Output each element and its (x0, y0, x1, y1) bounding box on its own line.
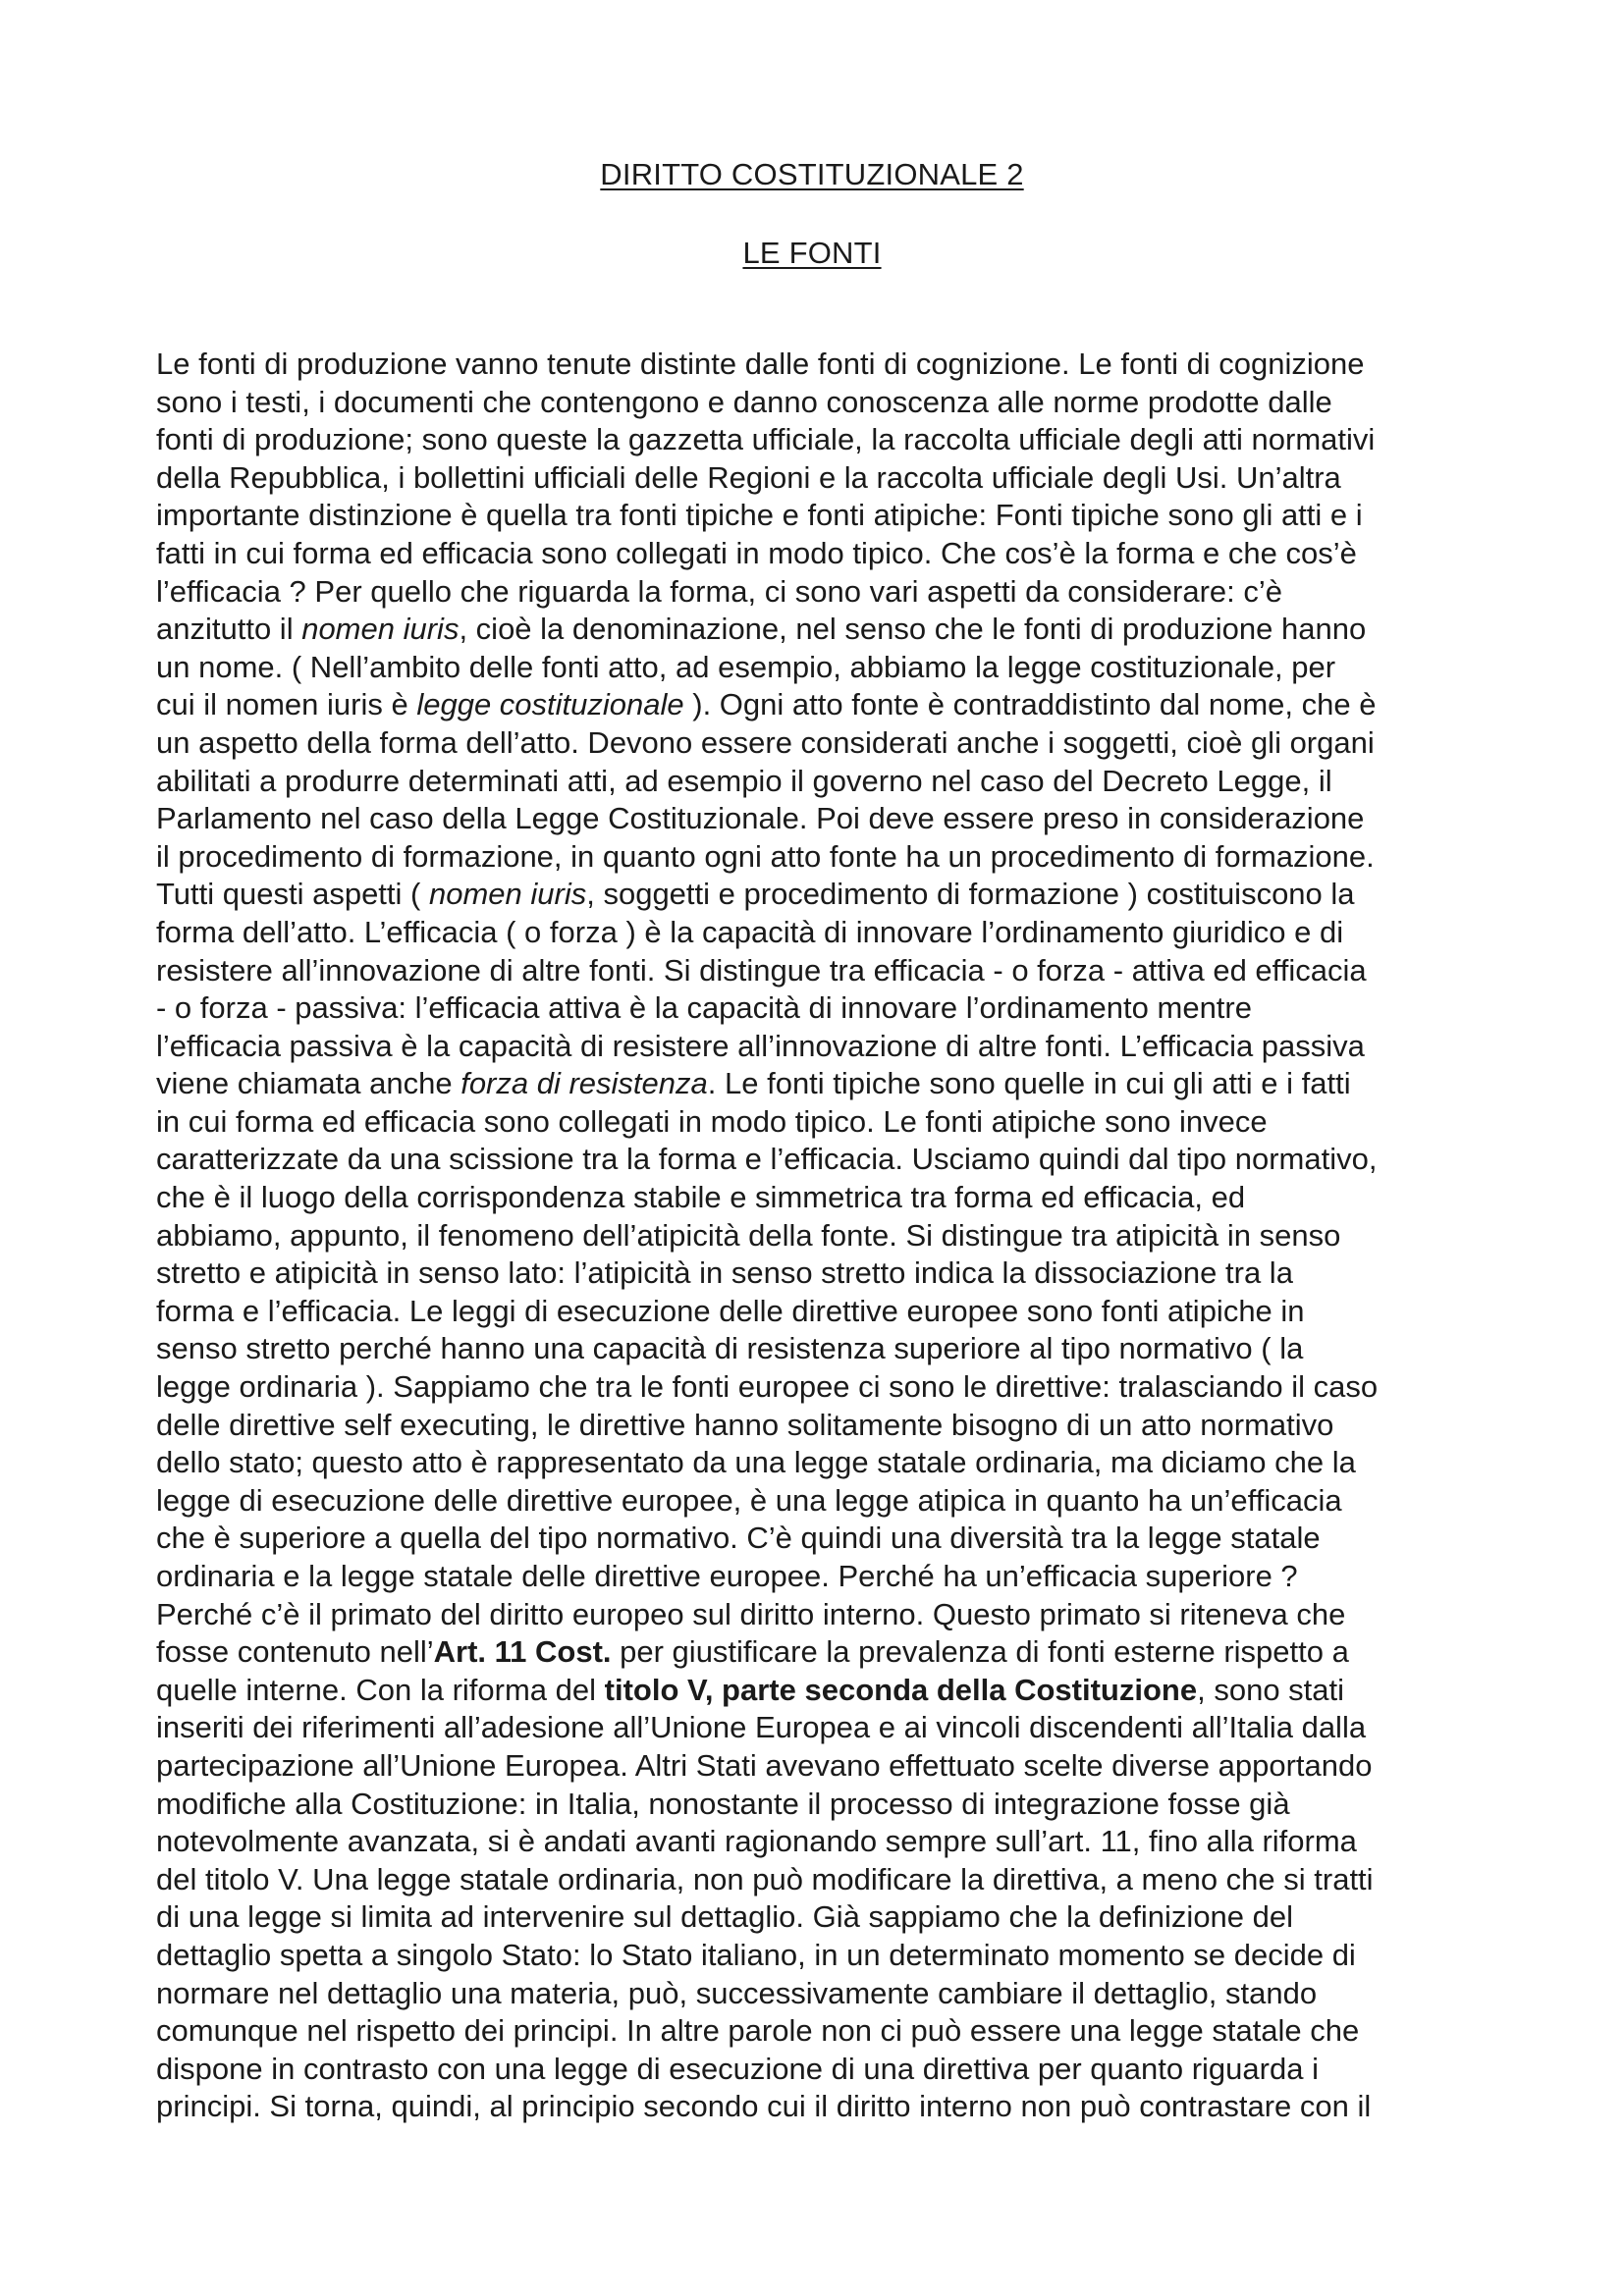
text-segment: forma e l’efficacia. Le leggi di esecuzione delle direttive europee sono fonti atipiche in (156, 1293, 1305, 1328)
text-segment: , cioè la denominazione, nel senso che le fonti di produzione hanno (459, 612, 1367, 647)
text-line (156, 1293, 1472, 1331)
italic-text: nomen iuris (428, 877, 587, 912)
body-paragraph (156, 346, 1472, 2126)
text-segment: viene chiamata anche (156, 1066, 461, 1101)
text-segment: dettaglio spetta a singolo Stato: lo Stato italiano, in un determinato momento se decide di (156, 1937, 1356, 1972)
text-segment: - o forza - passiva: l’efficacia attiva è la capacità di innovare l’ordinamento mentre (156, 990, 1252, 1026)
text-segment: caratterizzate da una scissione tra la forma e l’efficacia. Usciamo quindi dal tipo normativo, (156, 1142, 1378, 1177)
text-segment: per giustificare la prevalenza di fonti esterne rispetto a (611, 1634, 1349, 1670)
text-segment: , sono stati (1197, 1672, 1345, 1707)
text-line (156, 421, 1472, 459)
text-line (156, 1255, 1472, 1293)
text-line (156, 1028, 1472, 1066)
text-line (156, 1937, 1472, 1975)
text-segment: Perché c’è il primato del diritto europeo sul diritto interno. Questo primato si riteneva che (156, 1596, 1346, 1631)
text-line (156, 800, 1472, 838)
text-line (156, 611, 1472, 649)
italic-text: legge costituzionale (416, 687, 684, 722)
text-line (156, 1103, 1472, 1142)
text-line (156, 1330, 1472, 1368)
text-line (156, 2088, 1472, 2126)
text-segment: in cui forma ed efficacia sono collegati in modo tipico. Le fonti atipiche sono invece (156, 1103, 1268, 1139)
text-segment: forma dell’atto. L’efficacia ( o forza ) è la capacità di innovare l’ordinamento giuridico e di (156, 914, 1344, 949)
bold-text: Art. 11 Cost. (433, 1634, 612, 1670)
text-line (156, 1672, 1472, 1710)
text-segment: un nome. ( Nell’ambito delle fonti atto, ad esempio, abbiamo la legge costituzionale, per (156, 649, 1336, 684)
text-line (156, 535, 1472, 573)
text-line (156, 1747, 1472, 1786)
text-segment: normare nel dettaglio una materia, può, successivamente cambiare il dettaglio, stando (156, 1975, 1318, 2010)
text-line (156, 1217, 1472, 1255)
text-line (156, 1823, 1472, 1861)
text-segment: Le fonti di produzione vanno tenute distinte dalle fonti di cognizione. Le fonti di cognizione (156, 347, 1365, 381)
text-segment: abbiamo, appunto, il fenomeno dell’atipicità della fonte. Si distingue tra atipicità in senso (156, 1217, 1341, 1253)
text-segment: fatti in cui forma ed efficacia sono collegati in modo tipico. Che cos’è la forma e che cos’è (156, 535, 1357, 570)
text-segment: fosse contenuto nell’ (156, 1634, 434, 1670)
text-line (156, 1444, 1472, 1482)
text-line (156, 1596, 1472, 1634)
text-segment: Parlamento nel caso della Legge Costituzionale. Poi deve essere preso in considerazione (156, 801, 1365, 836)
text-segment: Tutti questi aspetti ( (156, 877, 429, 912)
text-segment: , soggetti e procedimento di formazione ) costituiscono la (586, 877, 1355, 912)
text-line (156, 649, 1472, 687)
bold-text: titolo V, parte seconda della Costituzione (604, 1672, 1198, 1707)
text-line (156, 2012, 1472, 2051)
text-segment: che è il luogo della corrispondenza stabile e simmetrica tra forma ed efficacia, ed (156, 1180, 1246, 1215)
text-segment: notevolmente avanzata, si è andati avanti ragionando sempre sull’art. 11, fino alla riforma (156, 1824, 1357, 1859)
text-segment: anzitutto il (156, 612, 302, 647)
text-line (156, 1065, 1472, 1103)
text-line (156, 497, 1472, 535)
text-line (156, 876, 1472, 914)
text-segment: il procedimento di formazione, in quanto ogni atto fonte ha un procedimento di formazione. (156, 838, 1375, 874)
document-title: DIRITTO COSTITUZIONALE 2 (600, 157, 1024, 191)
text-line (156, 573, 1472, 612)
italic-text: nomen iuris (301, 612, 460, 647)
document-subtitle: LE FONTI (742, 236, 882, 270)
text-segment: delle direttive self executing, le direttive hanno solitamente bisogno di un atto normativo (156, 1407, 1334, 1442)
text-line (156, 952, 1472, 990)
text-line (156, 2051, 1472, 2089)
text-line (156, 1975, 1472, 2013)
text-line (156, 763, 1472, 801)
italic-text: forza di resistenza (460, 1066, 708, 1101)
text-line (156, 1179, 1472, 1217)
text-segment: abilitati a produrre determinati atti, ad esempio il governo nel caso del Decreto Legge, il (156, 763, 1332, 798)
text-line (156, 1786, 1472, 1824)
text-segment: importante distinzione è quella tra fonti tipiche e fonti atipiche: Fonti tipiche sono gli atti e i (156, 498, 1363, 533)
text-segment: un aspetto della forma dell’atto. Devono essere considerati anche i soggetti, cioè gli organi (156, 724, 1375, 760)
text-line (156, 1861, 1472, 1899)
text-line (156, 1520, 1472, 1558)
text-line (156, 1368, 1472, 1407)
text-line (156, 1558, 1472, 1596)
text-segment: dispone in contrasto con una legge di esecuzione di una direttiva per quanto riguarda i (156, 2051, 1319, 2086)
text-segment: partecipazione all’Unione Europea. Altri Stati avevano effettuato scelte diverse apportando (156, 1747, 1373, 1783)
text-segment: cui il nomen iuris è (156, 687, 417, 722)
text-line (156, 686, 1472, 724)
text-segment: sono i testi, i documenti che contengono e danno conoscenza alle norme prodotte dalle (156, 384, 1332, 419)
text-line (156, 989, 1472, 1028)
text-segment: senso stretto perché hanno una capacità di resistenza superiore al tipo normativo ( la (156, 1331, 1304, 1366)
text-line (156, 459, 1472, 498)
text-segment: l’efficacia passiva è la capacità di resistere all’innovazione di altre fonti. L’efficacia passiva (156, 1028, 1365, 1063)
text-line (156, 1633, 1472, 1672)
text-segment: l’efficacia ? Per quello che riguarda la forma, ci sono vari aspetti da considerare: c’è (156, 573, 1283, 609)
text-segment: ). Ogni atto fonte è contraddistinto dal nome, che è (683, 687, 1377, 722)
text-segment: che è superiore a quella del tipo normativo. C’è quindi una diversità tra la legge statale (156, 1521, 1321, 1556)
text-segment: legge ordinaria ). Sappiamo che tra le fonti europee ci sono le direttive: tralasciando il caso (156, 1369, 1379, 1405)
text-segment: principi. Si torna, quindi, al principio secondo cui il diritto interno non può contrastare con il (156, 2089, 1372, 2124)
text-segment: resistere all’innovazione di altre fonti. Si distingue tra efficacia - o forza - attiva ed efficacia (156, 952, 1367, 988)
text-segment: quelle interne. Con la riforma del (156, 1672, 605, 1707)
text-segment: legge di esecuzione delle direttive europee, è una legge atipica in quanto ha un’efficacia (156, 1482, 1342, 1518)
text-line (156, 724, 1472, 763)
text-segment: . Le fonti tipiche sono quelle in cui gli atti e i fatti (707, 1066, 1351, 1101)
text-line (156, 1407, 1472, 1445)
text-segment: comunque nel rispetto dei principi. In altre parole non ci può essere una legge statale che (156, 2013, 1360, 2049)
text-segment: fonti di produzione; sono queste la gazzetta ufficiale, la raccolta ufficiale degli atti normativi (156, 422, 1376, 457)
text-segment: dello stato; questo atto è rappresentato da una legge statale ordinaria, ma diciamo che la (156, 1445, 1356, 1480)
text-line (156, 914, 1472, 952)
text-segment: di una legge si limita ad intervenire sul dettaglio. Già sappiamo che la definizione del (156, 1899, 1294, 1935)
text-segment: modifiche alla Costituzione: in Italia, nonostante il processo di integrazione fosse già (156, 1786, 1290, 1821)
text-line (156, 1482, 1472, 1521)
text-segment: inseriti dei riferimenti all’adesione all’Unione Europea e ai vincoli discendenti all’Italia dalla (156, 1710, 1367, 1745)
text-segment: del titolo V. Una legge statale ordinaria, non può modificare la direttiva, a meno che si tratti (156, 1861, 1374, 1896)
text-segment: della Repubblica, i bollettini ufficiali delle Regioni e la raccolta ufficiale degli Usi. Un’altra (156, 459, 1341, 495)
text-line (156, 838, 1472, 877)
text-line (156, 1709, 1472, 1747)
text-line (156, 346, 1472, 384)
text-line (156, 1898, 1472, 1937)
text-segment: stretto e atipicità in senso lato: l’atipicità in senso stretto indica la dissociazione tra la (156, 1255, 1293, 1291)
text-line (156, 384, 1472, 422)
text-line (156, 1141, 1472, 1179)
text-segment: ordinaria e la legge statale delle direttive europee. Perché ha un’efficacia superiore ? (156, 1559, 1298, 1593)
